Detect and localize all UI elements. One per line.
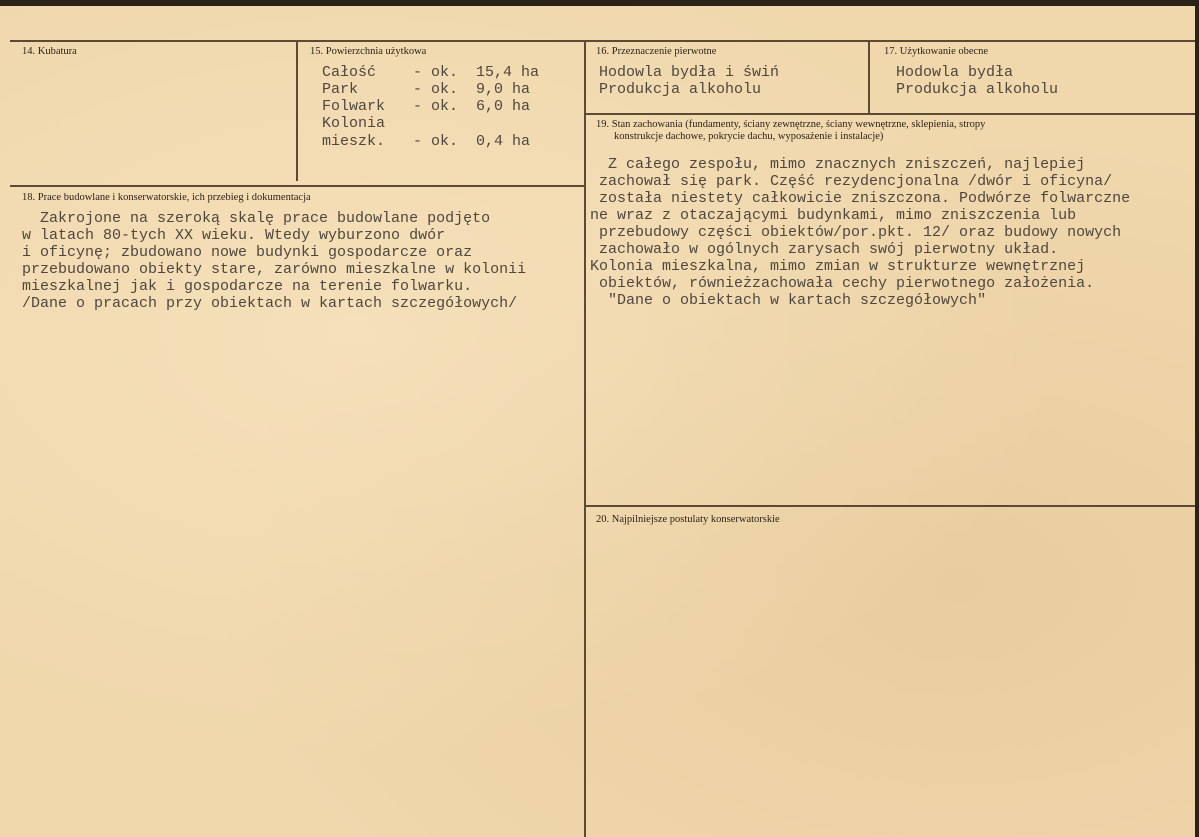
row-value: 9,0 ha [476,81,531,98]
field-19-line: Z całego zespołu, mimo znacznych zniszczeń, najlepiej [590,156,1086,173]
field-18-label: 18. Prace budowlane i konserwatorskie, ich przebieg i dokumentacja [22,192,311,203]
field-18-line: /Dane o pracach przy obiektach w kartach szczegółowych/ [22,295,518,312]
field-19-line: została niestety całkowicie zniszczona. Podwórze folwarczne [590,190,1131,207]
rule-under-19 [585,505,1195,507]
row-name: Kolonia [322,115,386,132]
row-value: 6,0 ha [476,98,531,115]
rule-top [10,40,1195,42]
field-19-line: zachowało w ogólnych zarysach swój pierwotny układ. [590,241,1059,258]
field-19-line: "Dane o obiektach w kartach szczegółowych" [590,292,987,309]
row-eq: - ok. [413,98,459,115]
field-19-line: przebudowy części obiektów/por.pkt. 12/ oraz budowy nowych [590,224,1122,241]
field-17-label: 17. Użytkowanie obecne [884,46,989,57]
rule-divider-14-15 [296,41,298,181]
rule-divider-16-17 [868,41,870,114]
field-18-line: i oficynę; zbudowano nowe budynki gospodarcze oraz [22,244,473,261]
field-18-line: Zakrojone na szeroką skalę prace budowlane podjęto [22,210,491,227]
field-18-line: przebudowano obiekty stare, zarówno mieszkalne w kolonii [22,261,527,278]
field-18-line: w latach 80-tych XX wieku. Wtedy wyburzono dwór [22,227,446,244]
field-18-line: mieszkalnej jak i gospodarcze na terenie folwarku. [22,278,473,295]
row-eq: - ok. [413,81,459,98]
field-19-line: obiektów, równieżzachowała cechy pierwotnego założenia. [590,275,1095,292]
field-20-label: 20. Najpilniejsze postulaty konserwatorskie [596,514,780,525]
field-16-line: Hodowla bydła i świń [599,64,780,81]
field-15-label: 15. Powierzchnia użytkowa [310,46,427,57]
row-name: Folwark [322,98,386,115]
field-19-label-continued: konstrukcje dachowe, pokrycie dachu, wyposażenie i instalacje) [614,131,884,142]
field-19-line: ne wraz z otaczającymi budynkami, mimo zniszczenia lub [590,207,1077,224]
field-17-line: Hodowla bydła [896,64,1014,81]
field-16-line: Produkcja alkoholu [599,81,762,98]
rule-left-under-14-15 [10,185,584,187]
rule-divider-15-16 [584,41,586,837]
row-name: Całość [322,64,377,81]
row-value: 15,4 ha [476,64,540,81]
rule-under-16-17 [585,113,1195,115]
row-value: 0,4 ha [476,133,531,150]
scan-edge-right [1195,0,1199,837]
field-14-label: 14. Kubatura [22,46,77,57]
field-19-line: zachował się park. Część rezydencjonalna /dwór i oficyna/ [590,173,1113,190]
scan-edge-top [0,0,1199,6]
field-19-label: 19. Stan zachowania (fundamenty, ściany zewnętrzne, ściany wewnętrzne, sklepienia, stropy [596,119,986,130]
field-16-label: 16. Przeznaczenie pierwotne [596,46,717,57]
row-eq: - ok. [413,64,459,81]
row-name: Park [322,81,359,98]
row-eq: - ok. [413,133,459,150]
field-19-line: Kolonia mieszkalna, mimo zmian w strukturze wewnętrznej [590,258,1086,275]
row-name: mieszk. [322,133,386,150]
field-17-line: Produkcja alkoholu [896,81,1059,98]
